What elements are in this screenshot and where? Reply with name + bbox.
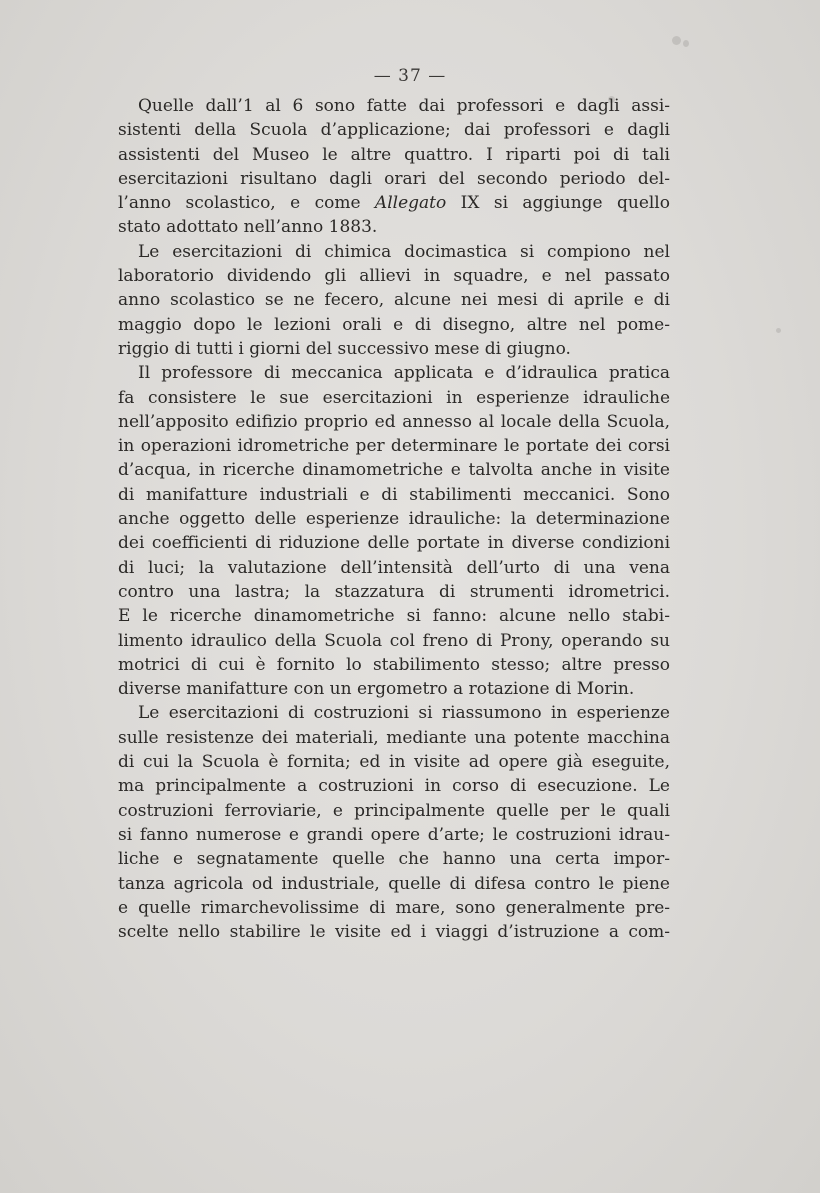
text-line: dei coefficienti di riduzione delle portate in diverse condizioni xyxy=(118,533,670,554)
text-line: Il professore di meccanica applicata e d’idraulica pratica xyxy=(138,363,670,384)
text-line: stato adottato nell’anno 1883. xyxy=(118,217,378,238)
text-line: d’acqua, in ricerche dinamometriche e talvolta anche in visite xyxy=(118,460,670,481)
text-line: nell’apposito edifizio proprio ed annesso al locale della Scuola, xyxy=(118,411,670,432)
body-text xyxy=(118,94,670,944)
text-line: anche oggetto delle esperienze idrauliche: la determinazione xyxy=(118,509,670,530)
text-line: esercitazioni risultano dagli orari del secondo periodo del- xyxy=(118,168,670,189)
text-line: liche e segnatamente quelle che hanno una certa impor- xyxy=(118,849,670,870)
page-number: — 37 — xyxy=(373,66,447,86)
paragraph xyxy=(118,94,670,240)
text-line: Quelle dall’1 al 6 sono fatte dai professori e dagli assi- xyxy=(138,96,670,116)
paper-speck xyxy=(672,36,681,45)
text-line: diverse manifatture con un ergometro a rotazione di Morin. xyxy=(118,679,635,700)
text-line: motrici di cui è fornito lo stabilimento stesso; altre presso xyxy=(118,654,670,675)
text-line: riggio di tutti i giorni del successivo mese di giugno. xyxy=(118,338,571,359)
text-line: maggio dopo le lezioni orali e di disegno, altre nel pome- xyxy=(118,314,670,335)
text-line: in operazioni idrometriche per determinare le portate dei corsi xyxy=(118,436,670,457)
paragraph xyxy=(118,240,670,361)
text-line: limento idraulico della Scuola col freno di Prony, operando su xyxy=(118,630,670,651)
paper-speck xyxy=(776,328,781,333)
italic-reference: Allegato xyxy=(374,193,447,214)
text-line: costruzioni ferroviarie, e principalmente quelle per le quali xyxy=(118,800,670,821)
text-line: assistenti del Museo le altre quattro. I riparti poi di tali xyxy=(118,144,670,165)
text-line: scelte nello stabilire le visite ed i viaggi d’istruzione a com- xyxy=(118,922,670,943)
paper-speck xyxy=(683,40,689,47)
text-fragment: IX si aggiunge quello xyxy=(446,193,670,214)
text-fragment: l’anno scolastico, e come xyxy=(118,193,375,214)
text-line: sulle resistenze dei materiali, mediante una potente macchina xyxy=(118,727,670,748)
text-line: di manifatture industriali e di stabilimenti meccanici. Sono xyxy=(118,484,670,505)
text-line: contro una lastra; la stazzatura di strumenti idrometrici. xyxy=(118,581,670,602)
text-line: Le esercitazioni di costruzioni si riassumono in esperienze xyxy=(138,703,670,724)
text-line: Le esercitazioni di chimica docimastica si compiono nel xyxy=(138,241,670,262)
text-line: e quelle rimarchevolissime di mare, sono generalmente pre- xyxy=(118,897,670,918)
text-line: fa consistere le sue esercitazioni in esperienze idrauliche xyxy=(118,387,670,408)
paragraph xyxy=(118,361,670,701)
text-line: laboratorio dividendo gli allievi in squadre, e nel passato xyxy=(118,266,670,287)
text-line: ma principalmente a costruzioni in corso di esecuzione. Le xyxy=(118,776,670,797)
text-line: anno scolastico se ne fecero, alcune nei mesi di aprile e di xyxy=(118,290,670,311)
text-line: di cui la Scuola è fornita; ed in visite ad opere già eseguite, xyxy=(118,752,670,773)
text-line: tanza agricola od industriale, quelle di difesa contro le piene xyxy=(118,873,670,894)
text-line: di luci; la valutazione dell’intensità dell’urto di una vena xyxy=(118,557,670,578)
text-line: sistenti della Scuola d’applicazione; dai professori e dagli xyxy=(118,120,670,141)
text-line: E le ricerche dinamometriche si fanno: alcune nello stabi- xyxy=(118,606,670,627)
paragraph xyxy=(118,701,670,944)
text-line: si fanno numerose e grandi opere d’arte; le costruzioni idrau- xyxy=(118,824,670,845)
text-line xyxy=(118,191,670,215)
